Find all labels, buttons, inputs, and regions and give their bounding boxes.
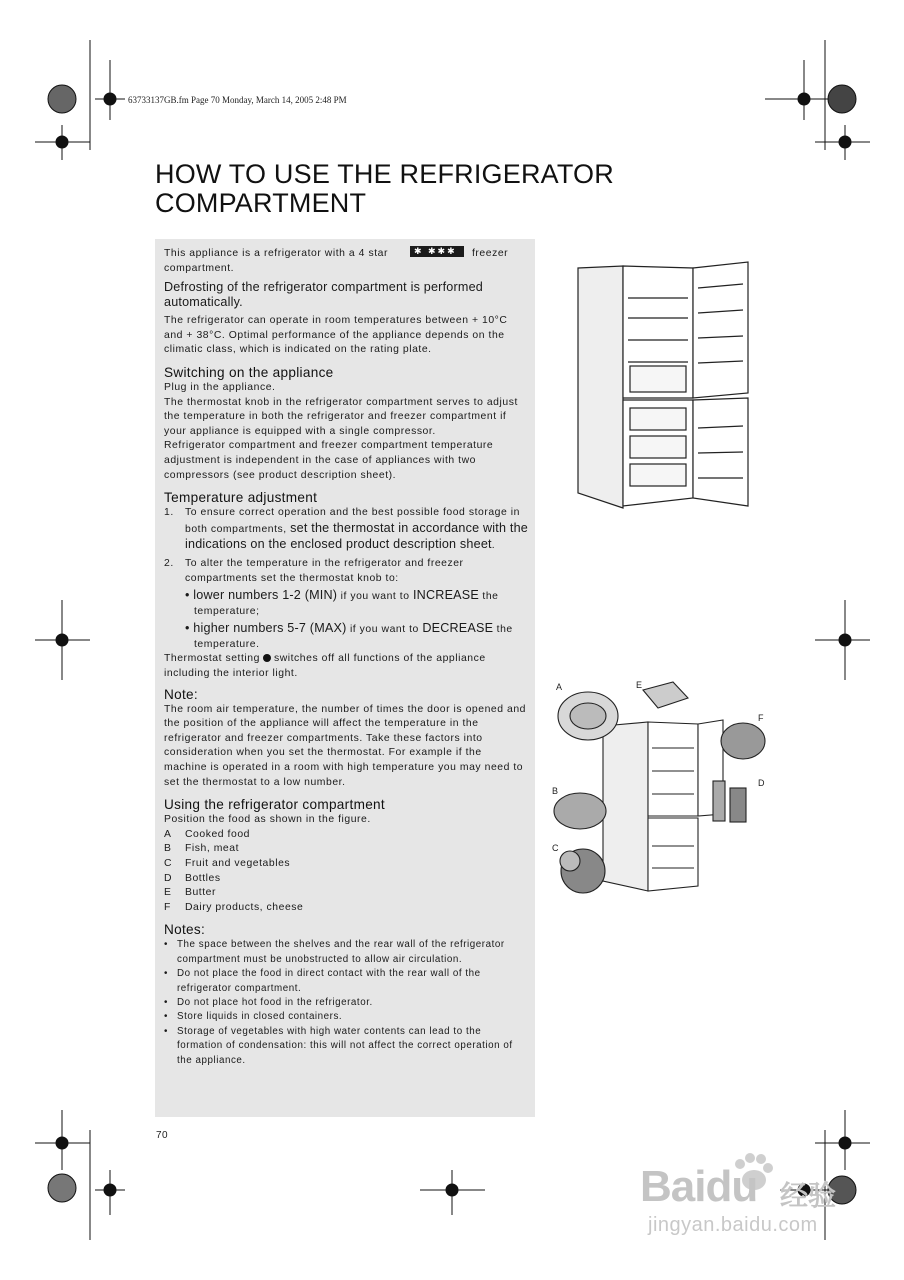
food-key: D xyxy=(164,872,173,884)
list-item: • Store liquids in closed containers. xyxy=(164,1011,343,1023)
notes-list xyxy=(164,938,528,1068)
step-1-emphasis: set the thermostat in accordance with the indications on the enclosed product description sheet xyxy=(185,520,528,552)
switching-p3: Refrigerator compartment and freezer compartment temperature adjustment is independent in the case of appliances with two compressors (see product description sheet). xyxy=(164,440,494,481)
food-label: Bottles xyxy=(185,872,221,884)
list-item: • Storage of vegetables with high water contents can lead to the formation of condensation: this will not affect the correct operation of the appliance. xyxy=(164,1025,513,1066)
figure-label-b: B xyxy=(552,786,559,796)
food-label: Fish, meat xyxy=(185,843,240,855)
list-item: • Do not place hot food in the refrigerator. xyxy=(164,997,373,1008)
food-item xyxy=(164,872,528,887)
option-max-tail: the temperature. xyxy=(194,624,513,650)
title-line-1: HOW TO USE THE REFRIGERATOR xyxy=(155,159,614,189)
intro-paragraph xyxy=(164,246,528,276)
intro-text-b: freezer compartment. xyxy=(164,248,509,274)
figure-label-e: E xyxy=(636,680,643,690)
food-key: B xyxy=(164,843,172,855)
switching-p2: The thermostat knob in the refrigerator compartment serves to adjust the temperature in both the refrigerator and freezer compartment if your appliance is equipped with a single compressor. xyxy=(164,396,518,437)
step-2-text: To alter the temperature in the refrigerator and freezer compartments set the thermostat knob to: xyxy=(185,557,464,584)
switching-p1: Plug in the appliance. xyxy=(164,381,276,393)
option-max-text: if you want to xyxy=(349,624,419,636)
note-item-text: Do not place hot food in the refrigerator. xyxy=(177,997,373,1008)
baidu-watermark xyxy=(640,1160,880,1240)
using-heading: Using the refrigerator compartment xyxy=(164,797,385,813)
note-heading: Note: xyxy=(164,686,198,702)
notes-heading: Notes: xyxy=(164,922,206,938)
figure-label-c: C xyxy=(552,843,559,853)
figure-label-d: D xyxy=(758,778,765,788)
figure-label-f: F xyxy=(758,713,764,723)
title-line-2: COMPARTMENT xyxy=(155,188,367,218)
watermark-cn: 经验 xyxy=(780,1180,837,1211)
option-max xyxy=(185,621,528,652)
note-item-text: Storage of vegetables with high water contents can lead to the formation of condensation: this will not affect the correct operation of the appliance. xyxy=(177,1025,513,1066)
option-max-action: DECREASE xyxy=(422,621,494,636)
badge-stars: ✱ ✱✱✱ xyxy=(413,246,457,256)
food-item xyxy=(164,842,528,857)
option-min-label: • lower numbers 1-2 (MIN) xyxy=(185,588,338,603)
option-max-label: • higher numbers 5-7 (MAX) xyxy=(185,621,347,636)
off-dot-icon xyxy=(263,654,271,662)
using-intro: Position the food as shown in the figure. xyxy=(164,814,371,826)
option-min-text: if you want to xyxy=(340,591,410,603)
temperature-steps xyxy=(164,506,528,586)
option-min-action: INCREASE xyxy=(412,588,479,603)
option-min xyxy=(185,588,528,619)
food-key: F xyxy=(164,901,171,913)
switching-heading: Switching on the appliance xyxy=(164,364,334,380)
step-1 xyxy=(164,506,528,554)
note-item-text: Store liquids in closed containers. xyxy=(177,1011,343,1023)
food-label: Cooked food xyxy=(185,828,250,840)
food-label: Butter xyxy=(185,887,217,899)
step-2 xyxy=(164,557,528,586)
step-1-period: . xyxy=(491,540,496,552)
defrost-text: Defrosting of the refrigerator compartment is performed automatically. xyxy=(164,280,483,310)
figure-label-a: A xyxy=(556,682,563,692)
thermostat-options xyxy=(164,588,528,652)
food-label: Fruit and vegetables xyxy=(185,858,291,869)
four-star-badge xyxy=(410,246,464,257)
content-column xyxy=(164,246,528,1068)
step-2-number: 2. xyxy=(164,557,174,569)
page-number: 70 xyxy=(156,1130,169,1141)
option-min-tail: the temperature; xyxy=(194,591,499,617)
list-item: • Do not place the food in direct contact with the rear wall of the refrigerator compartment. xyxy=(164,968,481,994)
food-item xyxy=(164,857,528,872)
watermark-url: jingyan.baidu.com xyxy=(648,1214,818,1236)
operating-range-text: The refrigerator can operate in room temperatures between + 10°C and + 38°C. Optimal performance of the appliance depends on the climatic class, which is indicated on the rating plate. xyxy=(164,315,508,356)
food-key: C xyxy=(164,858,173,869)
food-item xyxy=(164,901,528,916)
food-list xyxy=(164,828,528,916)
page-title xyxy=(155,160,675,218)
thermostat-off-text xyxy=(164,652,528,681)
refrigerator-open-illustration xyxy=(548,258,770,512)
list-item: • The space between the shelves and the rear wall of the refrigerator compartment must be unobstructed to allow air circulation. xyxy=(164,939,505,965)
thermostat-off-b: switches off all functions of the appliance including the interior light. xyxy=(164,653,486,680)
food-key: E xyxy=(164,887,172,899)
intro-text-a: This appliance is a refrigerator with a 4 star xyxy=(164,248,388,259)
temperature-heading: Temperature adjustment xyxy=(164,490,318,506)
thermostat-off-a: Thermostat setting xyxy=(164,653,260,665)
food-placement-illustration xyxy=(548,676,770,908)
note-item-text: The space between the shelves and the rear wall of the refrigerator compartment must be unobstructed to allow air circulation. xyxy=(177,939,505,965)
note-item-text: Do not place the food in direct contact with the rear wall of the refrigerator compartment. xyxy=(177,968,481,994)
step-1-text: To ensure correct operation and the best possible food storage in both compartments, xyxy=(185,507,520,535)
food-key: A xyxy=(164,828,172,840)
step-1-number: 1. xyxy=(164,507,174,519)
note-text: The room air temperature, the number of times the door is opened and the position of the appliance will affect the temperature in the refrigerator and freezer compartments. Take these factors into consideration when you set the thermostat. For example if the machine is operated in a room with high temperature you may need to set the thermostat to a low number. xyxy=(164,703,526,788)
file-header: 63733137GB.fm Page 70 Monday, March 14, 2005 2:48 PM xyxy=(128,95,347,105)
watermark-logo: Baidu xyxy=(640,1162,758,1211)
food-item xyxy=(164,886,528,901)
food-label: Dairy products, cheese xyxy=(185,901,304,913)
food-item xyxy=(164,828,528,843)
